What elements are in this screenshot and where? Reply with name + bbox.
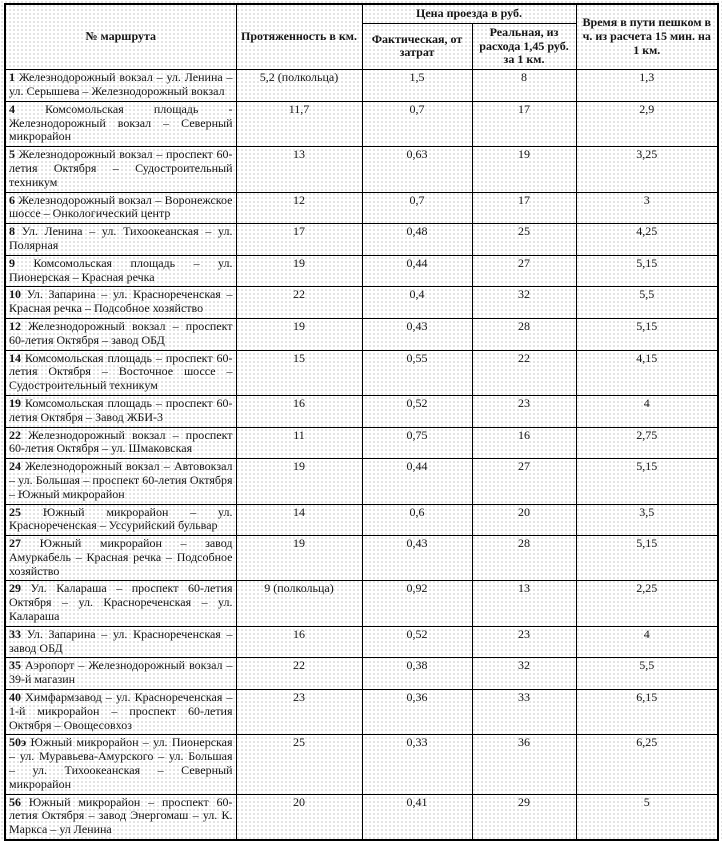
table-row: [5, 658, 718, 690]
route-number: 10: [9, 287, 21, 302]
route-description: Железнодорожный вокзал – проспект 60-летия Октября – Судостроительный техникум: [9, 147, 233, 189]
fare-real-cell: 29: [472, 794, 576, 840]
fare-actual-cell: 0,92: [362, 581, 472, 626]
fare-real-cell: 25: [472, 224, 576, 256]
fare-real-cell: 28: [472, 536, 576, 581]
fare-real-cell: 13: [472, 581, 576, 626]
fare-real-cell: 28: [472, 318, 576, 350]
table-row: [5, 287, 718, 319]
fare-actual-cell: 0,48: [362, 224, 472, 256]
length-cell: 5,2 (полкольца): [236, 70, 362, 102]
length-cell: 16: [236, 395, 362, 427]
walk-time-cell: 5,15: [576, 255, 718, 287]
table-row: [5, 224, 718, 256]
fare-actual-cell: 0,43: [362, 536, 472, 581]
table-row: [5, 735, 718, 794]
walk-time-cell: 1,3: [576, 70, 718, 102]
walk-time-cell: 4,25: [576, 224, 718, 256]
route-number: 1: [9, 70, 15, 85]
length-cell: 12: [236, 192, 362, 224]
route-number: 24: [9, 459, 21, 474]
route-number: 22: [9, 427, 21, 442]
table-row: [5, 690, 718, 735]
length-cell: 17: [236, 224, 362, 256]
length-cell: 19: [236, 255, 362, 287]
header-fare-group: Цена проезда в руб.: [362, 4, 576, 23]
route-description: Ул. Калараша – проспект 60-летия Октября – ул. Краснореченская – ул. Калараша: [9, 581, 233, 624]
route-number: 56: [9, 794, 21, 809]
fare-actual-cell: 0,7: [362, 192, 472, 224]
fare-real-cell: 36: [472, 735, 576, 794]
walk-time-cell: 5,15: [576, 318, 718, 350]
fare-real-cell: 8: [472, 70, 576, 102]
route-description: Железнодорожный вокзал – проспект 60-летия Октября – ул. Шмаковская: [9, 427, 233, 456]
table-row: [5, 255, 718, 287]
route-cell: [5, 794, 236, 840]
fare-actual-cell: 0,43: [362, 318, 472, 350]
fare-actual-cell: 0,7: [362, 101, 472, 146]
route-cell: [5, 427, 236, 459]
fare-real-cell: 27: [472, 255, 576, 287]
header-fare-actual: Фактическая, от затрат: [362, 23, 472, 69]
walk-time-cell: 5,5: [576, 287, 718, 319]
fare-real-cell: 20: [472, 504, 576, 536]
fare-actual-cell: 0,33: [362, 735, 472, 794]
fare-real-cell: 17: [472, 192, 576, 224]
fare-actual-cell: 0,55: [362, 350, 472, 395]
route-cell: [5, 255, 236, 287]
fare-actual-cell: 0,41: [362, 794, 472, 840]
walk-time-cell: 4: [576, 395, 718, 427]
fare-actual-cell: 0,52: [362, 626, 472, 658]
route-description: Ул. Запарина – ул. Краснореченская – завод ОБД: [9, 626, 233, 655]
fare-actual-cell: 0,44: [362, 255, 472, 287]
route-cell: [5, 536, 236, 581]
table-row: [5, 192, 718, 224]
route-number: 8: [9, 224, 15, 239]
walk-time-cell: 5: [576, 794, 718, 840]
route-cell: [5, 626, 236, 658]
walk-time-cell: 5,15: [576, 459, 718, 504]
route-description: Комсомольская площадь - Железнодорожный вокзал – Северный микрорайон: [9, 101, 233, 144]
length-cell: 25: [236, 735, 362, 794]
walk-time-cell: 6,15: [576, 690, 718, 735]
route-description: Южный микрорайон – ул. Пионерская – ул. Муравьева-Амурского – ул. Большая – ул. Тихоокеанская – Северный микрорайон: [9, 735, 233, 791]
route-cell: [5, 690, 236, 735]
length-cell: 19: [236, 318, 362, 350]
route-number: 6: [9, 192, 15, 207]
fare-real-cell: 23: [472, 395, 576, 427]
walk-time-cell: 5,15: [576, 536, 718, 581]
table-row: [5, 395, 718, 427]
route-description: Южный микрорайон – проспект 60-летия Октября – завод Энергомаш – ул. К. Маркса – ул Ленина: [9, 794, 233, 837]
length-cell: 16: [236, 626, 362, 658]
route-cell: [5, 287, 236, 319]
fare-actual-cell: 0,52: [362, 395, 472, 427]
table-row: [5, 101, 718, 146]
route-number: 5: [9, 147, 15, 162]
walk-time-cell: 3,25: [576, 147, 718, 192]
route-description: Южный микрорайон – ул. Краснореченская – Уссурийский бульвар: [9, 504, 233, 533]
route-description: Железнодорожный вокзал – Воронежское шоссе – Онкологический центр: [9, 192, 233, 221]
length-cell: 11,7: [236, 101, 362, 146]
route-description: Химфармзавод – ул. Краснореченская – 1-й микрорайон – проспект 60-летия Октября – Овощесовхоз: [9, 690, 233, 732]
fare-real-cell: 19: [472, 147, 576, 192]
route-cell: [5, 735, 236, 794]
route-description: Железнодорожный вокзал – Автовокзал – ул. Большая – проспект 60-летия Октября – Южный микрорайон: [9, 459, 233, 501]
fare-actual-cell: 0,36: [362, 690, 472, 735]
table-row: [5, 794, 718, 840]
route-cell: [5, 70, 236, 102]
route-number: 19: [9, 395, 21, 410]
length-cell: 19: [236, 536, 362, 581]
route-number: 27: [9, 536, 21, 551]
route-cell: [5, 192, 236, 224]
route-cell: [5, 581, 236, 626]
table-row: [5, 147, 718, 192]
route-cell: [5, 504, 236, 536]
length-cell: 19: [236, 459, 362, 504]
walk-time-cell: 2,75: [576, 427, 718, 459]
table-row: [5, 536, 718, 581]
fare-real-cell: 17: [472, 101, 576, 146]
route-description: Железнодорожный вокзал – ул. Ленина – ул. Серышева – Железнодорожный вокзал: [9, 70, 233, 98]
route-description: Комсомольская площадь – ул. Пионерская – Красная речка: [9, 255, 233, 284]
fare-real-cell: 23: [472, 626, 576, 658]
table-row: [5, 581, 718, 626]
walk-time-cell: 3: [576, 192, 718, 224]
header-length-km: Протяженность в км.: [236, 4, 362, 70]
route-cell: [5, 395, 236, 427]
route-description: Ул. Запарина – ул. Краснореченская – Красная речка – Подсобное хозяйство: [9, 287, 233, 316]
length-cell: 23: [236, 690, 362, 735]
route-number: 29: [9, 581, 21, 596]
route-description: Железнодорожный вокзал – проспект 60-летия Октября – завод ОБД: [9, 318, 233, 347]
walk-time-cell: 2,9: [576, 101, 718, 146]
walk-time-cell: 3,5: [576, 504, 718, 536]
route-number: 12: [9, 318, 21, 333]
fare-real-cell: 33: [472, 690, 576, 735]
length-cell: 20: [236, 794, 362, 840]
walk-time-cell: 2,25: [576, 581, 718, 626]
route-description: Ул. Ленина – ул. Тихоокеанская – ул. Полярная: [9, 224, 233, 252]
table-row: [5, 350, 718, 395]
scanned-document-page: [4, 3, 717, 841]
route-number: 25: [9, 504, 21, 519]
route-number: 50э: [9, 735, 27, 750]
fare-actual-cell: 0,38: [362, 658, 472, 690]
header-route-number: № маршрута: [5, 4, 236, 70]
fare-actual-cell: 0,6: [362, 504, 472, 536]
header-walk-time: Время в пути пешком в ч. из расчета 15 мин. на 1 км.: [576, 4, 718, 70]
fare-real-cell: 27: [472, 459, 576, 504]
route-description: Комсомольская площадь – проспект 60-летия Октября – Восточное шоссе – Судостроительный техникум: [9, 350, 233, 393]
route-cell: [5, 318, 236, 350]
route-cell: [5, 459, 236, 504]
route-number: 9: [9, 255, 15, 270]
length-cell: 11: [236, 427, 362, 459]
table-row: [5, 459, 718, 504]
fare-actual-cell: 0,4: [362, 287, 472, 319]
walk-time-cell: 4,15: [576, 350, 718, 395]
route-cell: [5, 224, 236, 256]
fare-actual-cell: 0,44: [362, 459, 472, 504]
route-number: 4: [9, 101, 15, 116]
fare-real-cell: 32: [472, 287, 576, 319]
length-cell: 9 (полкольца): [236, 581, 362, 626]
walk-time-cell: 6,25: [576, 735, 718, 794]
fare-real-cell: 32: [472, 658, 576, 690]
length-cell: 15: [236, 350, 362, 395]
route-cell: [5, 658, 236, 690]
route-number: 35: [9, 658, 21, 673]
table-row: [5, 504, 718, 536]
route-description: Южный микрорайон – завод Амуркабель – Красная речка – Подсобное хозяйство: [9, 536, 233, 578]
fare-actual-cell: 1,5: [362, 70, 472, 102]
fare-real-cell: 22: [472, 350, 576, 395]
route-description: Комсомольская площадь – проспект 60-летия Октября – Завод ЖБИ-3: [9, 395, 233, 424]
length-cell: 13: [236, 147, 362, 192]
header-fare-real: Реальная, из расхода 1,45 руб. за 1 км.: [472, 23, 576, 69]
length-cell: 22: [236, 287, 362, 319]
route-number: 33: [9, 626, 21, 641]
table-row: [5, 70, 718, 102]
fare-actual-cell: 0,75: [362, 427, 472, 459]
routes-fare-table: [4, 3, 719, 841]
fare-real-cell: 16: [472, 427, 576, 459]
route-number: 40: [9, 690, 21, 705]
table-row: [5, 626, 718, 658]
walk-time-cell: 5,5: [576, 658, 718, 690]
route-cell: [5, 101, 236, 146]
table-row: [5, 318, 718, 350]
table-row: [5, 427, 718, 459]
walk-time-cell: 4: [576, 626, 718, 658]
route-cell: [5, 147, 236, 192]
table-body: [5, 70, 718, 840]
length-cell: 14: [236, 504, 362, 536]
fare-actual-cell: 0,63: [362, 147, 472, 192]
route-number: 14: [9, 350, 21, 365]
route-description: Аэропорт – Железнодорожный вокзал – 39-й магазин: [9, 658, 233, 687]
route-cell: [5, 350, 236, 395]
length-cell: 22: [236, 658, 362, 690]
table-header: [5, 4, 718, 70]
